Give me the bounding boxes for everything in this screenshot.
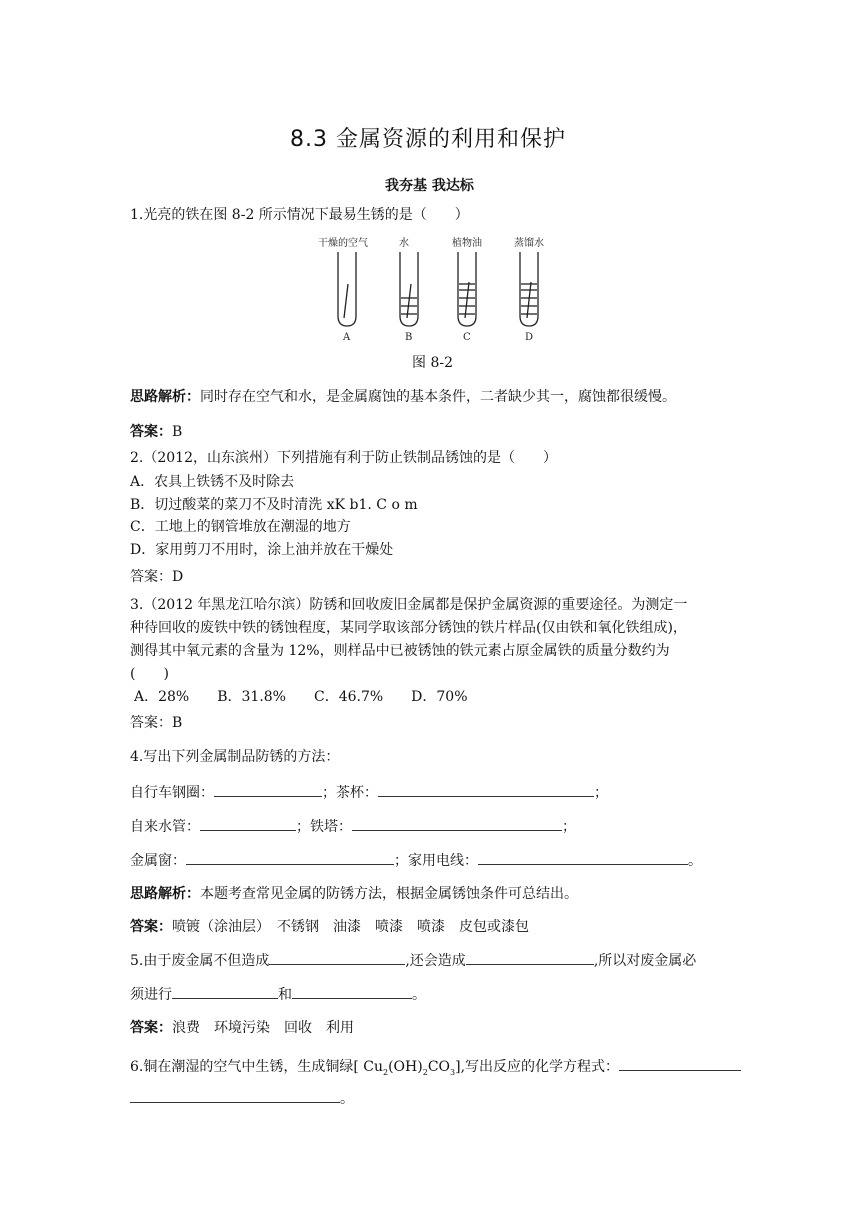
tube-label-d: 蒸馏水	[514, 238, 544, 249]
row-end-2: ；	[562, 819, 576, 835]
tube-letter-c: C	[463, 332, 471, 343]
analysis-label: 思路解析：	[130, 389, 200, 405]
q1-answer	[130, 421, 182, 441]
q6-equation-blank-1[interactable]	[619, 1058, 741, 1071]
q6-sub-2: 2	[422, 1067, 428, 1077]
home-wire-label: ；家用电线：	[394, 853, 478, 869]
q2-answer: 答案：D	[130, 569, 184, 585]
q5-text-6: 。	[412, 987, 426, 1003]
row-end-1: ；	[594, 785, 608, 801]
q2-option-c: C．工地上的钢管堆放在潮湿的地方	[130, 519, 351, 535]
q6-text-3: CO	[427, 1059, 451, 1075]
q6-sub-3: 3	[450, 1067, 456, 1077]
q1-stem: 1.光亮的铁在图 8-2 所示情况下最易生锈的是（ ）	[130, 207, 469, 223]
answer-label: 答案：	[130, 424, 172, 440]
tea-cup-blank[interactable]	[378, 784, 594, 797]
q4-stem: 4.写出下列金属制品防锈的方法：	[130, 749, 340, 765]
tube-d	[520, 252, 538, 326]
q6-text-1: 6.铜在潮湿的空气中生锈，生成铜绿[ Cu	[130, 1059, 383, 1075]
answer-text: 浪费 环境污染 回收 利用	[172, 1020, 354, 1036]
q4-row-3	[130, 850, 702, 870]
q2-option-a: A．农具上铁锈不及时除去	[130, 474, 295, 490]
q5-line-1	[130, 950, 696, 970]
tube-b	[400, 252, 418, 326]
analysis-text: 同时存在空气和水，是金属腐蚀的基本条件，二者缺少其一，腐蚀都很缓慢。	[200, 389, 676, 405]
metal-window-blank[interactable]	[186, 852, 394, 865]
q6-line-2	[130, 1088, 354, 1108]
q6-text-2: (OH)	[388, 1059, 423, 1075]
analysis-text: 本题考查常见金属的防锈方法，根据金属锈蚀条件可总结出。	[200, 886, 578, 902]
q3-line-3: 测得其中氧元素的含量为 12%，则样品中已被锈蚀的铁元素占原金属铁的质量分数约为	[130, 643, 670, 659]
q5-blank-2[interactable]	[466, 952, 594, 965]
q3-line-4: ( )	[130, 666, 169, 682]
iron-tower-blank[interactable]	[352, 818, 562, 831]
q6-line-1	[130, 1056, 741, 1077]
tube-c	[458, 252, 476, 326]
q1-analysis	[130, 386, 676, 406]
q6-text-4: ],写出反应的化学方程式：	[455, 1059, 620, 1075]
tube-a	[338, 252, 356, 326]
tube-letter-b: B	[405, 332, 413, 343]
bicycle-rim-blank[interactable]	[214, 784, 322, 797]
bicycle-rim-label: 自行车钢圈：	[130, 785, 214, 801]
home-wire-blank[interactable]	[478, 852, 688, 865]
q2-option-d: D．家用剪刀不用时，涂上油并放在干燥处	[130, 542, 394, 558]
water-pipe-label: 自来水管：	[130, 819, 200, 835]
q5-blank-4[interactable]	[292, 986, 412, 999]
water-pipe-blank[interactable]	[200, 818, 296, 831]
q2-option-b: B．切过酸菜的菜刀不及时清洗 xK b1. C o m	[130, 497, 418, 513]
answer-label: 答案：	[130, 1020, 172, 1036]
test-tube-figure	[318, 234, 554, 343]
q4-analysis	[130, 883, 578, 903]
page-title: 8.3 金属资源的利用和保护	[290, 127, 566, 152]
answer-text: B	[172, 424, 183, 440]
q6-end: 。	[340, 1091, 354, 1107]
q5-blank-3[interactable]	[172, 986, 278, 999]
q4-answer	[130, 916, 529, 936]
q6-equation-blank-2[interactable]	[130, 1090, 340, 1103]
q6-sub-1: 2	[383, 1067, 389, 1077]
tea-cup-label: ；茶杯：	[322, 785, 378, 801]
q5-text-3: ,所以对废金属必	[593, 953, 697, 969]
analysis-label: 思路解析：	[130, 886, 200, 902]
q3-options: A．28% B．31.8% C．46.7% D．70%	[134, 689, 468, 705]
tube-label-a: 干燥的空气	[318, 238, 368, 249]
q3-line-2: 种待回收的废铁中铁的锈蚀程度，某同学取该部分锈蚀的铁片样品(仅由铁和氧化铁组成)，	[130, 620, 687, 636]
metal-window-label: 金属窗：	[130, 853, 186, 869]
figure-caption: 图 8-2	[412, 355, 453, 371]
q5-text-5: 和	[278, 987, 292, 1003]
tube-label-c: 植物油	[452, 238, 482, 249]
q3-line-1: 3.（2012 年黑龙江哈尔滨）防锈和回收废旧金属都是保护金属资源的重要途径。为测定一	[130, 597, 688, 613]
q4-row-2	[130, 816, 576, 836]
row-end-3: 。	[688, 853, 702, 869]
q5-blank-1[interactable]	[269, 952, 405, 965]
answer-text: 喷镀（涂油层） 不锈钢 油漆 喷漆 喷漆 皮包或漆包	[172, 919, 529, 935]
q4-row-1	[130, 782, 608, 802]
tube-label-b: 水	[399, 238, 409, 249]
q5-line-2	[130, 984, 426, 1004]
q5-text-2: ,还会造成	[405, 953, 466, 969]
answer-label: 答案：	[130, 919, 172, 935]
q5-answer	[130, 1017, 354, 1037]
q5-text-4: 须进行	[130, 987, 172, 1003]
q5-text-1: 5.由于废金属不但造成	[130, 953, 270, 969]
q3-answer: 答案：B	[130, 715, 183, 731]
section-subtitle: 我夯基 我达标	[385, 178, 474, 194]
iron-tower-label: ；铁塔：	[296, 819, 352, 835]
tube-letter-d: D	[525, 332, 534, 343]
q2-stem: 2.（2012，山东滨州）下列措施有利于防止铁制品锈蚀的是（ ）	[130, 450, 557, 466]
tube-letter-a: A	[343, 332, 351, 343]
